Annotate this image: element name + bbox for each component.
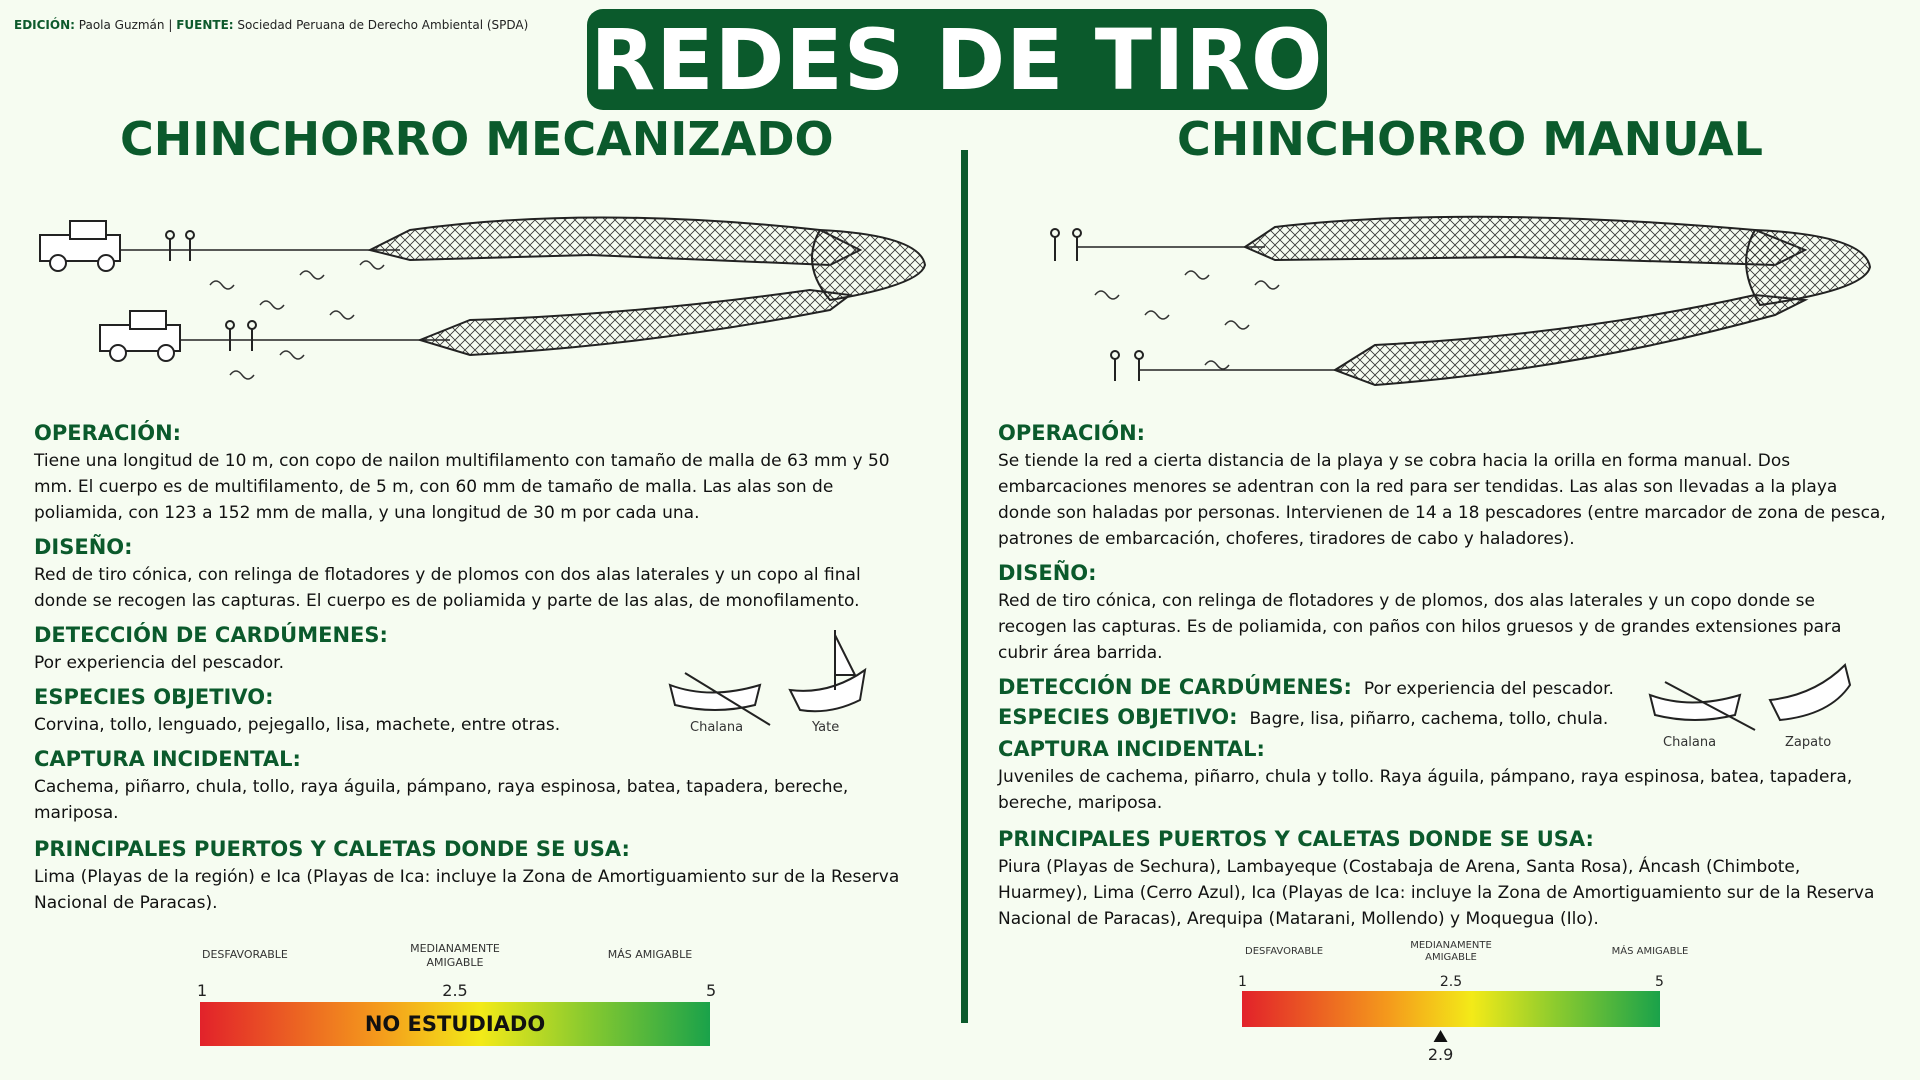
right-deteccion-text: Por experiencia del pescador.: [1363, 679, 1614, 699]
main-title: REDES DE TIRO: [590, 10, 1324, 109]
left-friendliness-scale: [150, 940, 740, 1055]
left-scale-mid: 2.5: [442, 981, 468, 1000]
right-scale-mid-label-1: MEDIANAMENTE: [1410, 940, 1492, 951]
right-diseno-heading: DISEÑO:: [998, 561, 1097, 585]
credits-separator: |: [168, 18, 173, 32]
truck-icon: [100, 311, 180, 361]
right-scale-gradient-bar: [1242, 991, 1660, 1027]
right-friendliness-scale: [1200, 938, 1689, 1068]
right-diseno-text: Red de tiro cónica, con relinga de flotadores y de plomos, dos alas laterales y un copo donde se recogen las capturas. Es de poliamida, con paños con hilos gruesos y de grandes extensiones para cubrir área barrida.: [998, 591, 1842, 663]
right-scale-mid: 2.5: [1439, 974, 1463, 990]
fuente-label: FUENTE:: [176, 18, 234, 32]
truck-icon: [40, 221, 120, 271]
chalana-boat-icon: [1650, 682, 1755, 730]
right-scale-low-label: DESFAVORABLE: [1245, 946, 1324, 957]
right-boat-label-1: Chalana: [1663, 735, 1717, 750]
right-captura-text: Juveniles de cachema, piñarro, chula y tollo. Raya águila, pámpano, raya espinosa, batea, tapadera, bereche, mariposa.: [998, 767, 1853, 813]
left-boat-label-2: Yate: [812, 720, 840, 735]
fishermen-icon: [1051, 229, 1143, 381]
right-especies-text: Bagre, lisa, piñarro, cachema, tollo, chula.: [1249, 709, 1609, 729]
left-boat-label-1: Chalana: [690, 720, 744, 735]
left-diseno-heading: DISEÑO:: [34, 535, 133, 559]
left-captura-text: Cachema, piñarro, chula, tollo, raya águila, pámpano, raya espinosa, batea, tapadera, bereche, mariposa.: [34, 777, 849, 823]
left-column-title: CHINCHORRO MECANIZADO: [120, 112, 834, 166]
left-deteccion-heading: DETECCIÓN DE CARDÚMENES:: [34, 623, 388, 647]
main-title-banner: [587, 9, 1327, 110]
edicion-label: EDICIÓN:: [14, 18, 75, 32]
chalana-boat-icon: [670, 673, 770, 725]
left-operacion-heading: OPERACIÓN:: [34, 421, 182, 445]
right-operacion-text: Se tiende la red a cierta distancia de la playa y se cobra hacia la orilla en forma manual. Dos embarcaciones menores se adentran con la red para ser tendidas. Las alas son llevadas a la playa donde son haladas por personas. Intervienen de 14 a 18 pescadores (entre marcador de zona de pesca, patrones de embarcación, choferes, tiradores de cabo y haladores).: [998, 451, 1886, 549]
right-scale-high-label: MÁS AMIGABLE: [1611, 946, 1689, 957]
left-especies-text: Corvina, tollo, lenguado, pejegallo, lisa, machete, entre otras.: [34, 715, 561, 735]
right-scale-max: 5: [1655, 974, 1664, 990]
left-scale-status: NO ESTUDIADO: [364, 1012, 546, 1036]
right-boat-label-2: Zapato: [1785, 735, 1832, 750]
yate-boat-icon: [790, 630, 865, 711]
left-puertos-text: Lima (Playas de la región) e Ica (Playas de Ica: incluye la Zona de Amortiguamiento sur de la Reserva Nacional de Paracas).: [34, 867, 900, 913]
right-puertos-heading: PRINCIPALES PUERTOS Y CALETAS DONDE SE USA:: [998, 827, 1594, 851]
right-captura-heading: CAPTURA INCIDENTAL:: [998, 737, 1265, 761]
right-scale-score-label: 2.9: [1427, 1045, 1454, 1064]
left-scale-mid-label-1: MEDIANAMENTE: [410, 942, 500, 955]
left-operacion-text: Tiene una longitud de 10 m, con copo de nailon multifilamento con tamaño de malla de 63 mm y 50 mm. El cuerpo es de multifilamento, de 5 m, con 60 mm de tamaño de malla. Las alas son de poliamida, con 123 a 152 mm de malla, y una longitud de 30 m por cada una.: [34, 451, 890, 523]
right-puertos-text: Piura (Playas de Sechura), Lambayeque (Costabaja de Arena, Santa Rosa), Áncash (Chimbote, Huarmey), Lima (Cerro Azul), Ica (Playas de Ica: incluye la Zona de Amortiguamiento sur de la Reserva Nacional de Paracas), Arequipa (Matarani, Mollendo) y Moquegua (Ilo).: [998, 857, 1875, 929]
right-scale-min: 1: [1238, 974, 1247, 990]
left-puertos-heading: PRINCIPALES PUERTOS Y CALETAS DONDE SE USA:: [34, 837, 630, 861]
right-scale-mid-label-2: AMIGABLE: [1425, 952, 1477, 963]
zapato-boat-icon: [1770, 665, 1850, 720]
left-boats-illustration: [660, 625, 880, 735]
right-boats-illustration: [1645, 660, 1860, 750]
mechanized-net-illustration: [30, 205, 930, 405]
left-scale-high-label: MÁS AMIGABLE: [607, 948, 693, 961]
left-especies-heading: ESPECIES OBJETIVO:: [34, 685, 274, 709]
column-divider: [961, 150, 968, 1023]
right-especies-heading: ESPECIES OBJETIVO:: [998, 705, 1238, 729]
right-deteccion-heading: DETECCIÓN DE CARDÚMENES:: [998, 675, 1352, 699]
score-marker-icon: [1434, 1030, 1448, 1042]
manual-net-illustration: [1015, 205, 1875, 405]
left-deteccion-text: Por experiencia del pescador.: [34, 653, 285, 673]
right-operacion-heading: OPERACIÓN:: [998, 421, 1146, 445]
left-scale-mid-label-2: AMIGABLE: [426, 956, 484, 969]
edicion-value: Paola Guzmán: [78, 18, 165, 32]
fuente-value: Sociedad Peruana de Derecho Ambiental (SPDA): [237, 18, 529, 32]
left-scale-low-label: DESFAVORABLE: [202, 948, 288, 961]
credits-line: [14, 18, 528, 32]
right-column-title: CHINCHORRO MANUAL: [1177, 112, 1763, 166]
left-diseno-text: Red de tiro cónica, con relinga de flotadores y de plomos con dos alas laterales y un copo al final donde se recogen las capturas. El cuerpo es de poliamida y parte de las alas, de monofilamento.: [34, 565, 861, 611]
left-scale-min: 1: [197, 981, 208, 1000]
left-scale-max: 5: [706, 981, 717, 1000]
left-captura-heading: CAPTURA INCIDENTAL:: [34, 747, 301, 771]
